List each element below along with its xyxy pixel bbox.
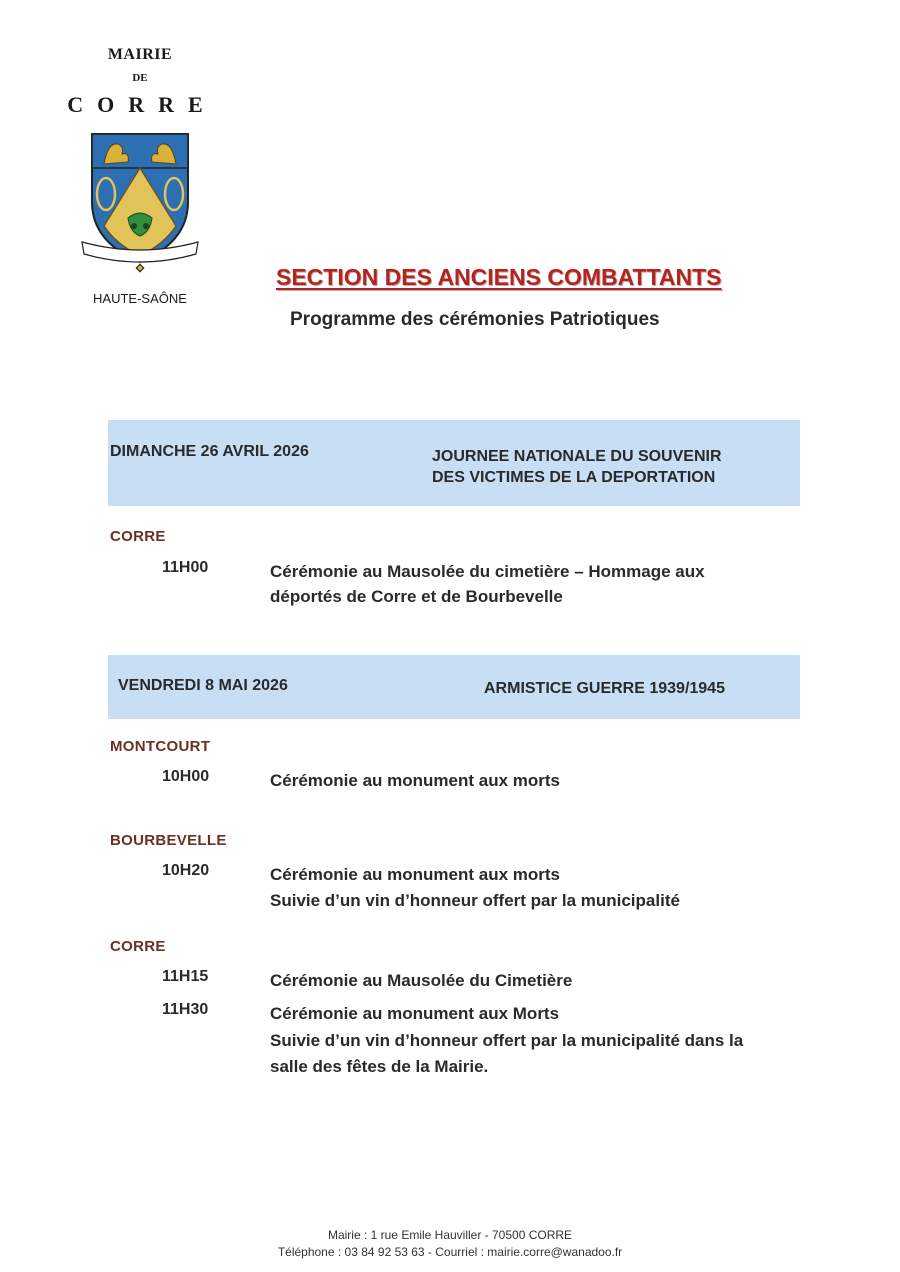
- mairie-label: MAIRIE: [107, 46, 173, 63]
- time-slot: 11H30: [162, 1001, 209, 1018]
- event-header-band: [108, 655, 800, 719]
- ceremony-description-line2: Suivie d’un vin d’honneur offert par la municipalité: [270, 891, 680, 910]
- ceremony-description-line1: Cérémonie au monument aux Morts: [270, 1004, 560, 1023]
- ceremony-description-line1: Cérémonie au monument aux morts: [270, 865, 561, 884]
- event-name-line1: JOURNEE NATIONALE DU SOUVENIR: [432, 448, 722, 465]
- event-header-band: [108, 420, 800, 506]
- ceremony-description-line1: Cérémonie au Mausolée du Cimetière: [270, 971, 573, 990]
- town-name: CORRE: [67, 92, 217, 117]
- time-slot: 11H15: [162, 968, 209, 985]
- time-slot: 10H20: [162, 862, 210, 879]
- place-name: BOURBEVELLE: [110, 832, 227, 849]
- region-label: HAUTE-SAÔNE: [93, 291, 187, 306]
- ceremony-description-line2: Suivie d’un vin d’honneur offert par la municipalité dans la: [270, 1031, 744, 1050]
- event-name-line2: DES VICTIMES DE LA DEPORTATION: [432, 469, 716, 486]
- page-subtitle: Programme des cérémonies Patriotiques: [290, 309, 660, 330]
- place-name: CORRE: [110, 938, 166, 955]
- place-name: CORRE: [110, 528, 166, 545]
- ceremony-description-line3: salle des fêtes de la Mairie.: [270, 1057, 489, 1076]
- page-title: SECTION DES ANCIENS COMBATTANTS: [276, 264, 722, 290]
- event-date: DIMANCHE 26 AVRIL 2026: [110, 443, 309, 460]
- event-date: VENDREDI 8 MAI 2026: [118, 677, 288, 694]
- time-slot: 10H00: [162, 768, 210, 785]
- place-name: MONTCOURT: [110, 738, 211, 755]
- footer-contact: Téléphone : 03 84 92 53 63 - Courriel : mairie.corre@wanadoo.fr: [277, 1245, 623, 1259]
- ceremony-description-line1: Cérémonie au monument aux morts: [270, 771, 561, 790]
- mairie-de-label: DE: [132, 72, 148, 84]
- coat-of-arms-icon: [80, 130, 200, 278]
- ceremony-description-line1: Cérémonie au Mausolée du cimetière – Hommage aux: [270, 562, 705, 581]
- time-slot: 11H00: [162, 559, 209, 576]
- ceremony-description-line2: déportés de Corre et de Bourbevelle: [270, 587, 563, 606]
- footer-address: Mairie : 1 rue Emile Hauviller - 70500 CORRE: [327, 1228, 573, 1242]
- event-name-line1: ARMISTICE GUERRE 1939/1945: [484, 680, 725, 697]
